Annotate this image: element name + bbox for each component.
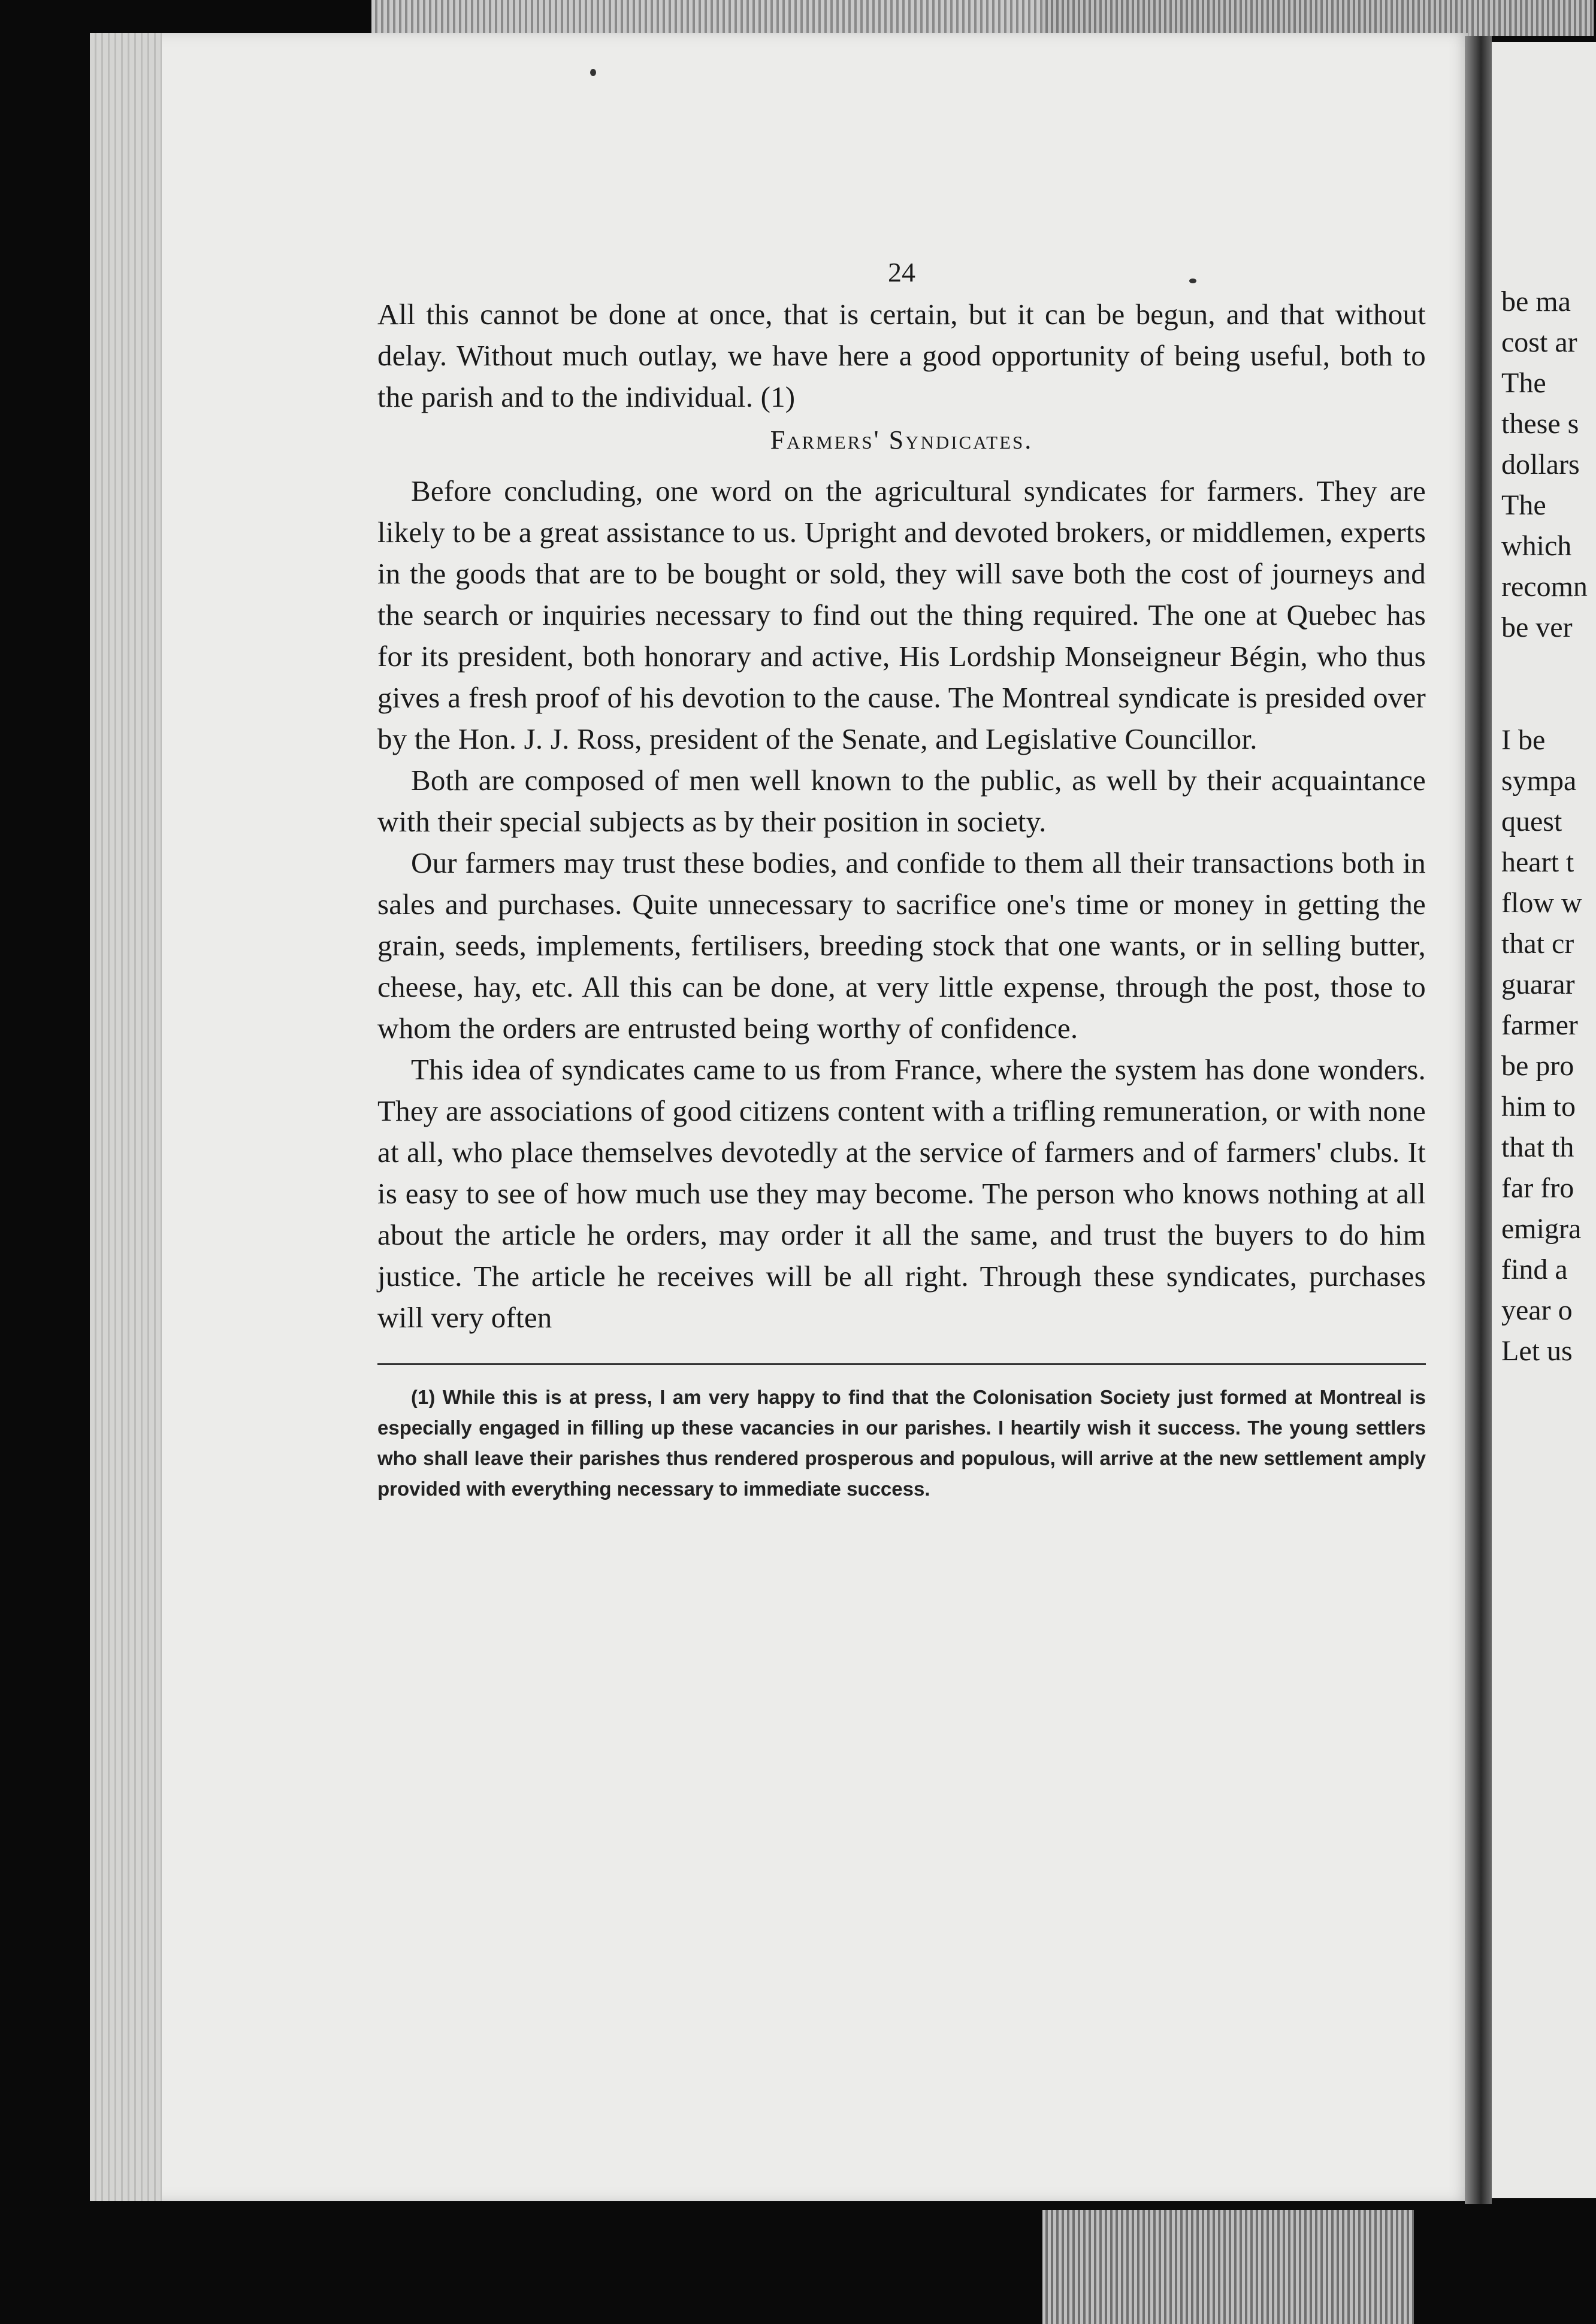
adjacent-page-line: The — [1501, 367, 1546, 399]
adjacent-page-line: I be — [1501, 724, 1546, 756]
adjacent-page-line: Let us — [1501, 1335, 1573, 1367]
footnote: (1) While this is at press, I am very happy to find that the Colonisation Society just formed at Montreal is especially engaged in filling up these vacancies in our parishes. I heartily wish it success. The young settlers who shall leave their parishes thus rendered prosperous and populous, will arrive at the new settlement amply provided with everything necessary to immediate success. — [377, 1386, 1426, 1500]
adjacent-page-line: recomn — [1501, 571, 1588, 603]
adjacent-page-fragment — [1492, 42, 1596, 2198]
adjacent-page-line: that th — [1501, 1131, 1574, 1163]
adjacent-page-line: these s — [1501, 408, 1579, 440]
adjacent-page-line: flow w — [1501, 887, 1582, 919]
adjacent-page-line: farmer — [1501, 1009, 1578, 1041]
binding-thread-bottom — [1042, 2210, 1414, 2324]
adjacent-page-line: far fro — [1501, 1172, 1574, 1204]
paragraph: Before concluding, one word on the agricultural syndicates for farmers. They are likely to be a great assistance to us. Upright and devoted brokers, or middlemen, experts in the goods that are to be bought or sold, they will save both the cost of journeys and the search or inquiries necessary to find out the thing required. The one at Quebec has for its president, both honorary and active, His Lordship Monseigneur Bégin, who thus gives a fresh proof of his devotion to the cause. The Montreal syndicate is presided over by the Hon. J. J. Ross, president of the Senate, and Legislative Councillor. — [377, 474, 1426, 755]
page-number: 24 — [888, 257, 915, 288]
adjacent-page-line: be ma — [1501, 286, 1571, 317]
adjacent-page-lines — [1501, 282, 1596, 1372]
speck — [590, 69, 596, 76]
binding-thread-top-right — [1042, 0, 1594, 36]
adjacent-page-line: emigra — [1501, 1213, 1582, 1245]
adjacent-page-line: dollars — [1501, 449, 1580, 480]
adjacent-page-line: heart t — [1501, 846, 1574, 878]
adjacent-page-line: be ver — [1501, 612, 1573, 643]
adjacent-page-line: The — [1501, 489, 1546, 521]
paragraph: Our farmers may trust these bodies, and confide to them all their transactions both in sales and purchases. Quite unnecessary to sacrifice one's time or money in getting the grain, seeds, implements, fertilisers, breeding stock that one wants, or in selling butter, cheese, hay, etc. All this can be done, at very little expense, through the post, those to whom the orders are entrusted being worthy of confidence. — [377, 846, 1426, 1045]
book-gutter — [1465, 36, 1492, 2204]
paragraph: Both are composed of men well known to the public, as well by their acquaintance with their special subjects as by their position in society. — [377, 764, 1426, 838]
adjacent-page-line: be pro — [1501, 1050, 1574, 1082]
adjacent-page-line: year o — [1501, 1294, 1573, 1326]
adjacent-page-line: cost ar — [1501, 326, 1577, 358]
adjacent-page-line: which — [1501, 530, 1572, 562]
adjacent-page-line: find a — [1501, 1254, 1568, 1285]
adjacent-page-line: that cr — [1501, 928, 1574, 960]
paragraph: All this cannot be done at once, that is certain, but it can be begun, and that without delay. Without much outlay, we have here a good opportunity of being useful, both to the parish and to the individual. (1) — [377, 298, 1426, 413]
adjacent-page-line: guarar — [1501, 969, 1575, 1000]
page-content — [377, 252, 1426, 1504]
section-heading: Farmers' Syndicates. — [770, 425, 1033, 455]
adjacent-page-line: sympa — [1501, 765, 1577, 797]
footnote-divider — [377, 1363, 1426, 1365]
page-edges — [90, 33, 162, 2201]
adjacent-page-line: him to — [1501, 1091, 1576, 1122]
paragraph: This idea of syndicates came to us from France, where the system has done wonders. They are associations of good citizens content with a trifling remuneration, or with none at all, who place themselves devotedly at the service of farmers and of farmers' clubs. It is easy to see of how much use they may become. The person who knows nothing at all about the article he orders, may order it all the same, and trust the buyers to do him justice. The article he receives will be all right. Through these syndicates, purchases will very often — [377, 1053, 1426, 1334]
adjacent-page-line: quest — [1501, 806, 1562, 837]
